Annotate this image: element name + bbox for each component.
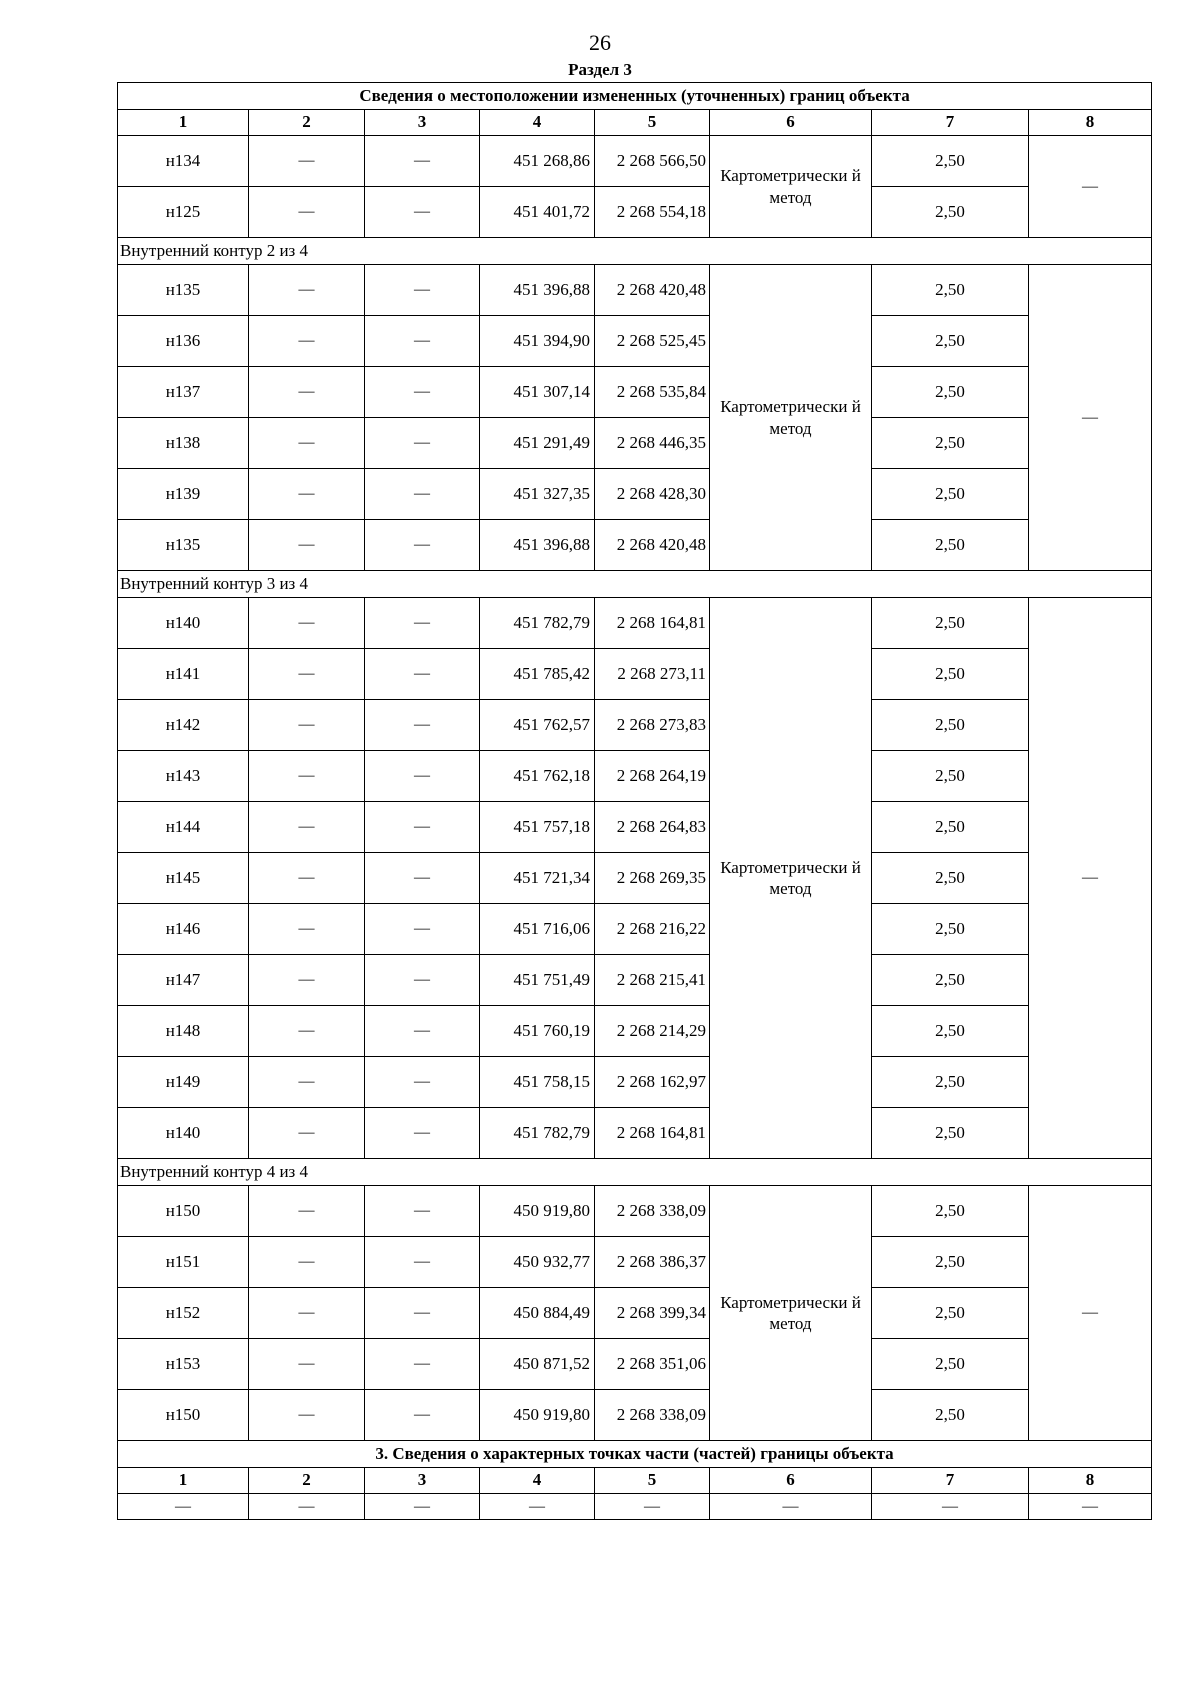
col3-value: — bbox=[365, 418, 480, 469]
contour-label: Внутренний контур 2 из 4 bbox=[118, 238, 1152, 265]
x-coordinate: 451 716,06 bbox=[480, 904, 595, 955]
point-name: н144 bbox=[118, 802, 249, 853]
col3-value: — bbox=[365, 136, 480, 187]
col2-value: — bbox=[249, 136, 365, 187]
col3-value: — bbox=[365, 1186, 480, 1237]
accuracy-value: 2,50 bbox=[872, 700, 1029, 751]
column-number: 4 bbox=[480, 1468, 595, 1494]
column-number: 5 bbox=[595, 110, 710, 136]
page-number: 26 bbox=[589, 30, 611, 55]
y-coordinate: 2 268 264,19 bbox=[595, 751, 710, 802]
col8-value: — bbox=[1029, 1186, 1152, 1441]
y-coordinate: 2 268 420,48 bbox=[595, 265, 710, 316]
column-number: 1 bbox=[118, 110, 249, 136]
accuracy-value: 2,50 bbox=[872, 520, 1029, 571]
contour-label: Внутренний контур 4 из 4 bbox=[118, 1159, 1152, 1186]
column-number: 4 bbox=[480, 110, 595, 136]
col3-value: — bbox=[365, 265, 480, 316]
table-row bbox=[118, 1006, 1152, 1057]
point-name: н137 bbox=[118, 367, 249, 418]
point-name: н149 bbox=[118, 1057, 249, 1108]
col2-value: — bbox=[249, 265, 365, 316]
col3-value: — bbox=[365, 1288, 480, 1339]
point-name: н139 bbox=[118, 469, 249, 520]
col8-value: — bbox=[1029, 598, 1152, 1159]
point-name: н140 bbox=[118, 598, 249, 649]
column-number: 3 bbox=[365, 1468, 480, 1494]
accuracy-value: 2,50 bbox=[872, 316, 1029, 367]
y-coordinate: 2 268 525,45 bbox=[595, 316, 710, 367]
accuracy-value: 2,50 bbox=[872, 751, 1029, 802]
point-name: н150 bbox=[118, 1186, 249, 1237]
x-coordinate: 451 268,86 bbox=[480, 136, 595, 187]
empty-cell: — bbox=[118, 1494, 249, 1520]
table-row bbox=[118, 751, 1152, 802]
accuracy-value: 2,50 bbox=[872, 1186, 1029, 1237]
col3-value: — bbox=[365, 598, 480, 649]
accuracy-value: 2,50 bbox=[872, 265, 1029, 316]
column-number: 2 bbox=[249, 110, 365, 136]
table-row bbox=[118, 469, 1152, 520]
y-coordinate: 2 268 162,97 bbox=[595, 1057, 710, 1108]
table-row bbox=[118, 418, 1152, 469]
section2-empty-row bbox=[118, 1494, 1152, 1520]
y-coordinate: 2 268 164,81 bbox=[595, 598, 710, 649]
y-coordinate: 2 268 338,09 bbox=[595, 1186, 710, 1237]
col3-value: — bbox=[365, 955, 480, 1006]
col3-value: — bbox=[365, 367, 480, 418]
col3-value: — bbox=[365, 904, 480, 955]
col2-value: — bbox=[249, 418, 365, 469]
empty-cell: — bbox=[595, 1494, 710, 1520]
col2-value: — bbox=[249, 955, 365, 1006]
col8-value: — bbox=[1029, 265, 1152, 571]
col2-value: — bbox=[249, 853, 365, 904]
col2-value: — bbox=[249, 1108, 365, 1159]
point-name: н153 bbox=[118, 1339, 249, 1390]
accuracy-value: 2,50 bbox=[872, 1390, 1029, 1441]
accuracy-value: 2,50 bbox=[872, 904, 1029, 955]
y-coordinate: 2 268 214,29 bbox=[595, 1006, 710, 1057]
x-coordinate: 450 919,80 bbox=[480, 1390, 595, 1441]
y-coordinate: 2 268 420,48 bbox=[595, 520, 710, 571]
y-coordinate: 2 268 535,84 bbox=[595, 367, 710, 418]
table-row bbox=[118, 955, 1152, 1006]
empty-cell: — bbox=[249, 1494, 365, 1520]
x-coordinate: 451 307,14 bbox=[480, 367, 595, 418]
col2-value: — bbox=[249, 904, 365, 955]
x-coordinate: 451 751,49 bbox=[480, 955, 595, 1006]
col2-value: — bbox=[249, 802, 365, 853]
table-row bbox=[118, 802, 1152, 853]
column-number: 5 bbox=[595, 1468, 710, 1494]
point-name: н148 bbox=[118, 1006, 249, 1057]
empty-cell: — bbox=[480, 1494, 595, 1520]
column-number: 8 bbox=[1029, 110, 1152, 136]
x-coordinate: 451 291,49 bbox=[480, 418, 595, 469]
col2-value: — bbox=[249, 316, 365, 367]
x-coordinate: 451 394,90 bbox=[480, 316, 595, 367]
y-coordinate: 2 268 566,50 bbox=[595, 136, 710, 187]
col3-value: — bbox=[365, 1108, 480, 1159]
y-coordinate: 2 268 399,34 bbox=[595, 1288, 710, 1339]
accuracy-value: 2,50 bbox=[872, 1057, 1029, 1108]
x-coordinate: 451 401,72 bbox=[480, 187, 595, 238]
point-name: н143 bbox=[118, 751, 249, 802]
col3-value: — bbox=[365, 700, 480, 751]
section2-title: 3. Сведения о характерных точках части (частей) границы объекта bbox=[118, 1441, 1152, 1468]
table-row bbox=[118, 649, 1152, 700]
y-coordinate: 2 268 338,09 bbox=[595, 1390, 710, 1441]
accuracy-value: 2,50 bbox=[872, 1006, 1029, 1057]
point-name: н140 bbox=[118, 1108, 249, 1159]
y-coordinate: 2 268 554,18 bbox=[595, 187, 710, 238]
col2-value: — bbox=[249, 1057, 365, 1108]
x-coordinate: 451 785,42 bbox=[480, 649, 595, 700]
empty-cell: — bbox=[872, 1494, 1029, 1520]
table-row bbox=[118, 1108, 1152, 1159]
accuracy-value: 2,50 bbox=[872, 469, 1029, 520]
table-row bbox=[118, 520, 1152, 571]
point-name: н135 bbox=[118, 520, 249, 571]
method-cell: Картометрически й метод bbox=[710, 136, 872, 238]
method-cell: Картометрически й метод bbox=[710, 598, 872, 1159]
accuracy-value: 2,50 bbox=[872, 802, 1029, 853]
accuracy-value: 2,50 bbox=[872, 418, 1029, 469]
col3-value: — bbox=[365, 1237, 480, 1288]
point-name: н151 bbox=[118, 1237, 249, 1288]
col3-value: — bbox=[365, 1057, 480, 1108]
method-cell: Картометрически й метод bbox=[710, 1186, 872, 1441]
column-number: 3 bbox=[365, 110, 480, 136]
table-row bbox=[118, 367, 1152, 418]
x-coordinate: 450 884,49 bbox=[480, 1288, 595, 1339]
point-name: н135 bbox=[118, 265, 249, 316]
table-title-row bbox=[118, 83, 1152, 110]
column-number: 1 bbox=[118, 1468, 249, 1494]
table-row bbox=[118, 187, 1152, 238]
col2-value: — bbox=[249, 598, 365, 649]
x-coordinate: 450 932,77 bbox=[480, 1237, 595, 1288]
contour-label: Внутренний контур 3 из 4 bbox=[118, 571, 1152, 598]
method-cell: Картометрически й метод bbox=[710, 265, 872, 571]
point-name: н141 bbox=[118, 649, 249, 700]
y-coordinate: 2 268 273,83 bbox=[595, 700, 710, 751]
table-row bbox=[118, 904, 1152, 955]
table-row bbox=[118, 1057, 1152, 1108]
point-name: н150 bbox=[118, 1390, 249, 1441]
x-coordinate: 451 760,19 bbox=[480, 1006, 595, 1057]
x-coordinate: 451 757,18 bbox=[480, 802, 595, 853]
point-name: н138 bbox=[118, 418, 249, 469]
col8-value: — bbox=[1029, 136, 1152, 238]
col3-value: — bbox=[365, 1006, 480, 1057]
table-row bbox=[118, 853, 1152, 904]
x-coordinate: 451 762,18 bbox=[480, 751, 595, 802]
column-number: 7 bbox=[872, 110, 1029, 136]
col3-value: — bbox=[365, 520, 480, 571]
x-coordinate: 451 758,15 bbox=[480, 1057, 595, 1108]
y-coordinate: 2 268 215,41 bbox=[595, 955, 710, 1006]
col3-value: — bbox=[365, 469, 480, 520]
col3-value: — bbox=[365, 751, 480, 802]
section2-column-number-row bbox=[118, 1468, 1152, 1494]
y-coordinate: 2 268 164,81 bbox=[595, 1108, 710, 1159]
y-coordinate: 2 268 273,11 bbox=[595, 649, 710, 700]
point-name: н146 bbox=[118, 904, 249, 955]
y-coordinate: 2 268 386,37 bbox=[595, 1237, 710, 1288]
col3-value: — bbox=[365, 187, 480, 238]
empty-cell: — bbox=[1029, 1494, 1152, 1520]
col2-value: — bbox=[249, 1390, 365, 1441]
accuracy-value: 2,50 bbox=[872, 1237, 1029, 1288]
y-coordinate: 2 268 264,83 bbox=[595, 802, 710, 853]
contour-label-row bbox=[118, 238, 1152, 265]
y-coordinate: 2 268 269,35 bbox=[595, 853, 710, 904]
col3-value: — bbox=[365, 649, 480, 700]
col2-value: — bbox=[249, 1006, 365, 1057]
table-row bbox=[118, 1339, 1152, 1390]
column-number-row bbox=[118, 110, 1152, 136]
accuracy-value: 2,50 bbox=[872, 136, 1029, 187]
y-coordinate: 2 268 351,06 bbox=[595, 1339, 710, 1390]
column-number: 6 bbox=[710, 1468, 872, 1494]
col2-value: — bbox=[249, 520, 365, 571]
point-name: н125 bbox=[118, 187, 249, 238]
col3-value: — bbox=[365, 1390, 480, 1441]
x-coordinate: 450 871,52 bbox=[480, 1339, 595, 1390]
table-row bbox=[118, 316, 1152, 367]
column-number: 6 bbox=[710, 110, 872, 136]
point-name: н136 bbox=[118, 316, 249, 367]
col3-value: — bbox=[365, 1339, 480, 1390]
y-coordinate: 2 268 428,30 bbox=[595, 469, 710, 520]
empty-cell: — bbox=[365, 1494, 480, 1520]
col2-value: — bbox=[249, 469, 365, 520]
accuracy-value: 2,50 bbox=[872, 1288, 1029, 1339]
accuracy-value: 2,50 bbox=[872, 187, 1029, 238]
contour-label-row bbox=[118, 571, 1152, 598]
point-name: н145 bbox=[118, 853, 249, 904]
column-number: 7 bbox=[872, 1468, 1029, 1494]
accuracy-value: 2,50 bbox=[872, 1339, 1029, 1390]
table-row bbox=[118, 1237, 1152, 1288]
point-name: н147 bbox=[118, 955, 249, 1006]
table-row bbox=[118, 598, 1152, 649]
x-coordinate: 451 396,88 bbox=[480, 265, 595, 316]
contour-label-row bbox=[118, 1159, 1152, 1186]
table-row bbox=[118, 700, 1152, 751]
empty-cell: — bbox=[710, 1494, 872, 1520]
accuracy-value: 2,50 bbox=[872, 598, 1029, 649]
col3-value: — bbox=[365, 316, 480, 367]
y-coordinate: 2 268 216,22 bbox=[595, 904, 710, 955]
accuracy-value: 2,50 bbox=[872, 1108, 1029, 1159]
table-row bbox=[118, 265, 1152, 316]
col2-value: — bbox=[249, 649, 365, 700]
accuracy-value: 2,50 bbox=[872, 367, 1029, 418]
col2-value: — bbox=[249, 1186, 365, 1237]
table-row bbox=[118, 136, 1152, 187]
x-coordinate: 451 327,35 bbox=[480, 469, 595, 520]
point-name: н134 bbox=[118, 136, 249, 187]
x-coordinate: 451 782,79 bbox=[480, 1108, 595, 1159]
point-name: н152 bbox=[118, 1288, 249, 1339]
x-coordinate: 450 919,80 bbox=[480, 1186, 595, 1237]
col2-value: — bbox=[249, 1237, 365, 1288]
col2-value: — bbox=[249, 187, 365, 238]
point-name: н142 bbox=[118, 700, 249, 751]
col2-value: — bbox=[249, 751, 365, 802]
y-coordinate: 2 268 446,35 bbox=[595, 418, 710, 469]
accuracy-value: 2,50 bbox=[872, 649, 1029, 700]
table-row bbox=[118, 1186, 1152, 1237]
col3-value: — bbox=[365, 802, 480, 853]
section-title: Раздел 3 bbox=[568, 60, 632, 79]
x-coordinate: 451 762,57 bbox=[480, 700, 595, 751]
x-coordinate: 451 721,34 bbox=[480, 853, 595, 904]
column-number: 8 bbox=[1029, 1468, 1152, 1494]
table-row bbox=[118, 1390, 1152, 1441]
column-number: 2 bbox=[249, 1468, 365, 1494]
col2-value: — bbox=[249, 1288, 365, 1339]
boundary-points-table bbox=[117, 82, 1152, 1520]
x-coordinate: 451 782,79 bbox=[480, 598, 595, 649]
x-coordinate: 451 396,88 bbox=[480, 520, 595, 571]
accuracy-value: 2,50 bbox=[872, 853, 1029, 904]
section2-title-row bbox=[118, 1441, 1152, 1468]
col3-value: — bbox=[365, 853, 480, 904]
table-title: Сведения о местоположении измененных (уточненных) границ объекта bbox=[118, 83, 1152, 110]
accuracy-value: 2,50 bbox=[872, 955, 1029, 1006]
col2-value: — bbox=[249, 700, 365, 751]
table-row bbox=[118, 1288, 1152, 1339]
col2-value: — bbox=[249, 1339, 365, 1390]
col2-value: — bbox=[249, 367, 365, 418]
